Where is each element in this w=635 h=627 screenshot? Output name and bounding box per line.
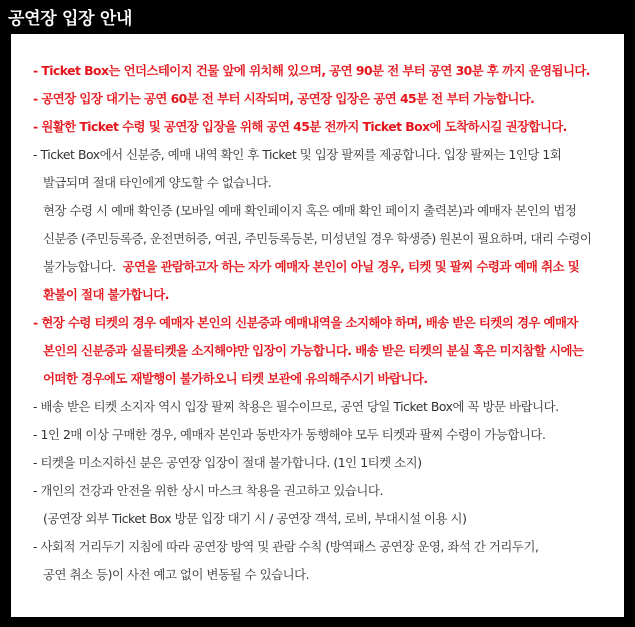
notice-line-mask: - 개인의 건강과 안전을 위한 상시 마스크 착용을 권고하고 있습니다. [33, 483, 383, 498]
notice-line-entry-wait: - 공연장 입장 대기는 공연 60분 전 부터 시작되며, 공연장 입장은 공연 45분 전 부터 가능합니다. [33, 91, 535, 106]
notice-line-wristband-required: - 배송 받은 티켓 소지자 역시 입장 팔찌 착용은 필수이므로, 공연 당일 Ticket Box에 꼭 방문 바랍니다. [33, 399, 559, 414]
refund-warning-text: 공연을 관람하고자 하는 자가 예매자 본인이 아닐 경우, 티켓 및 팔찌 수령과 예매 취소 및 [122, 259, 580, 274]
notice-line-distancing-cont: 공연 취소 등)이 사전 예고 없이 변동될 수 있습니다. [43, 567, 310, 582]
notice-line-reissue-warning: 어떠한 경우에도 재발행이 불가하오니 티켓 보관에 유의해주시기 바랍니다. [43, 371, 428, 386]
notice-line-onsite-pickup: 현장 수령 시 예매 확인증 (모바일 예매 확인페이지 혹은 예매 확인 페이지 출력본)과 예매자 본인의 법정 [43, 203, 577, 218]
notice-line-companion: - 1인 2매 이상 구매한 경우, 예매자 본인과 동반자가 동행해야 모두 티켓과 팔찌 수령이 가능합니다. [33, 427, 546, 442]
proxy-not-allowed-text: 불가능합니다. [43, 259, 116, 274]
notice-line-no-ticket: - 티켓을 미소지하신 분은 공연장 입장이 절대 불가합니다. (1인 1티켓 소지) [33, 455, 422, 470]
notice-line-id-check: - Ticket Box에서 신분증, 예매 내역 확인 후 Ticket 및 입장 팔찌를 제공합니다. 입장 팔찌는 1인당 1회 [33, 147, 562, 162]
notice-line-delivery-id: - 현장 수령 티켓의 경우 예매자 본인의 신분증과 예매내역을 소지해야 하며, 배송 받은 티켓의 경우 예매자 [33, 315, 578, 330]
notice-line-arrival-recommendation: - 원활한 Ticket 수령 및 공연장 입장을 위해 공연 45분 전까지 Ticket Box에 도착하시길 권장합니다. [33, 119, 567, 134]
notice-line-proxy [43, 259, 579, 275]
notice-panel [11, 34, 624, 617]
notice-header [0, 0, 635, 32]
notice-line-ticketbox-hours: - Ticket Box는 언더스테이지 건물 앞에 위치해 있으며, 공연 90분 전 부터 공연 30분 후 까지 운영됩니다. [33, 63, 590, 78]
notice-line-mask-cont: (공연장 외부 Ticket Box 방문 입장 대기 시 / 공연장 객석, 로비, 부대시설 이용 시) [43, 511, 467, 526]
notice-line-delivery-id-cont: 본인의 신분증과 실물티켓을 소지해야만 입장이 가능합니다. 배송 받은 티켓의 분실 혹은 미지참할 시에는 [43, 343, 584, 358]
page-title: 공연장 입장 안내 [8, 9, 133, 29]
notice-line-onsite-pickup-cont: 신분증 (주민등록증, 운전면허증, 여권, 주민등록등본, 미성년일 경우 학생증) 원본이 필요하며, 대리 수령이 [43, 231, 592, 246]
notice-line-id-check-cont: 발급되며 절대 타인에게 양도할 수 없습니다. [43, 175, 272, 190]
notice-line-refund-warning-cont: 환불이 절대 불가합니다. [43, 287, 169, 302]
notice-line-distancing: - 사회적 거리두기 지침에 따라 공연장 방역 및 관람 수칙 (방역패스 공연장 운영, 좌석 간 거리두기, [33, 539, 539, 554]
